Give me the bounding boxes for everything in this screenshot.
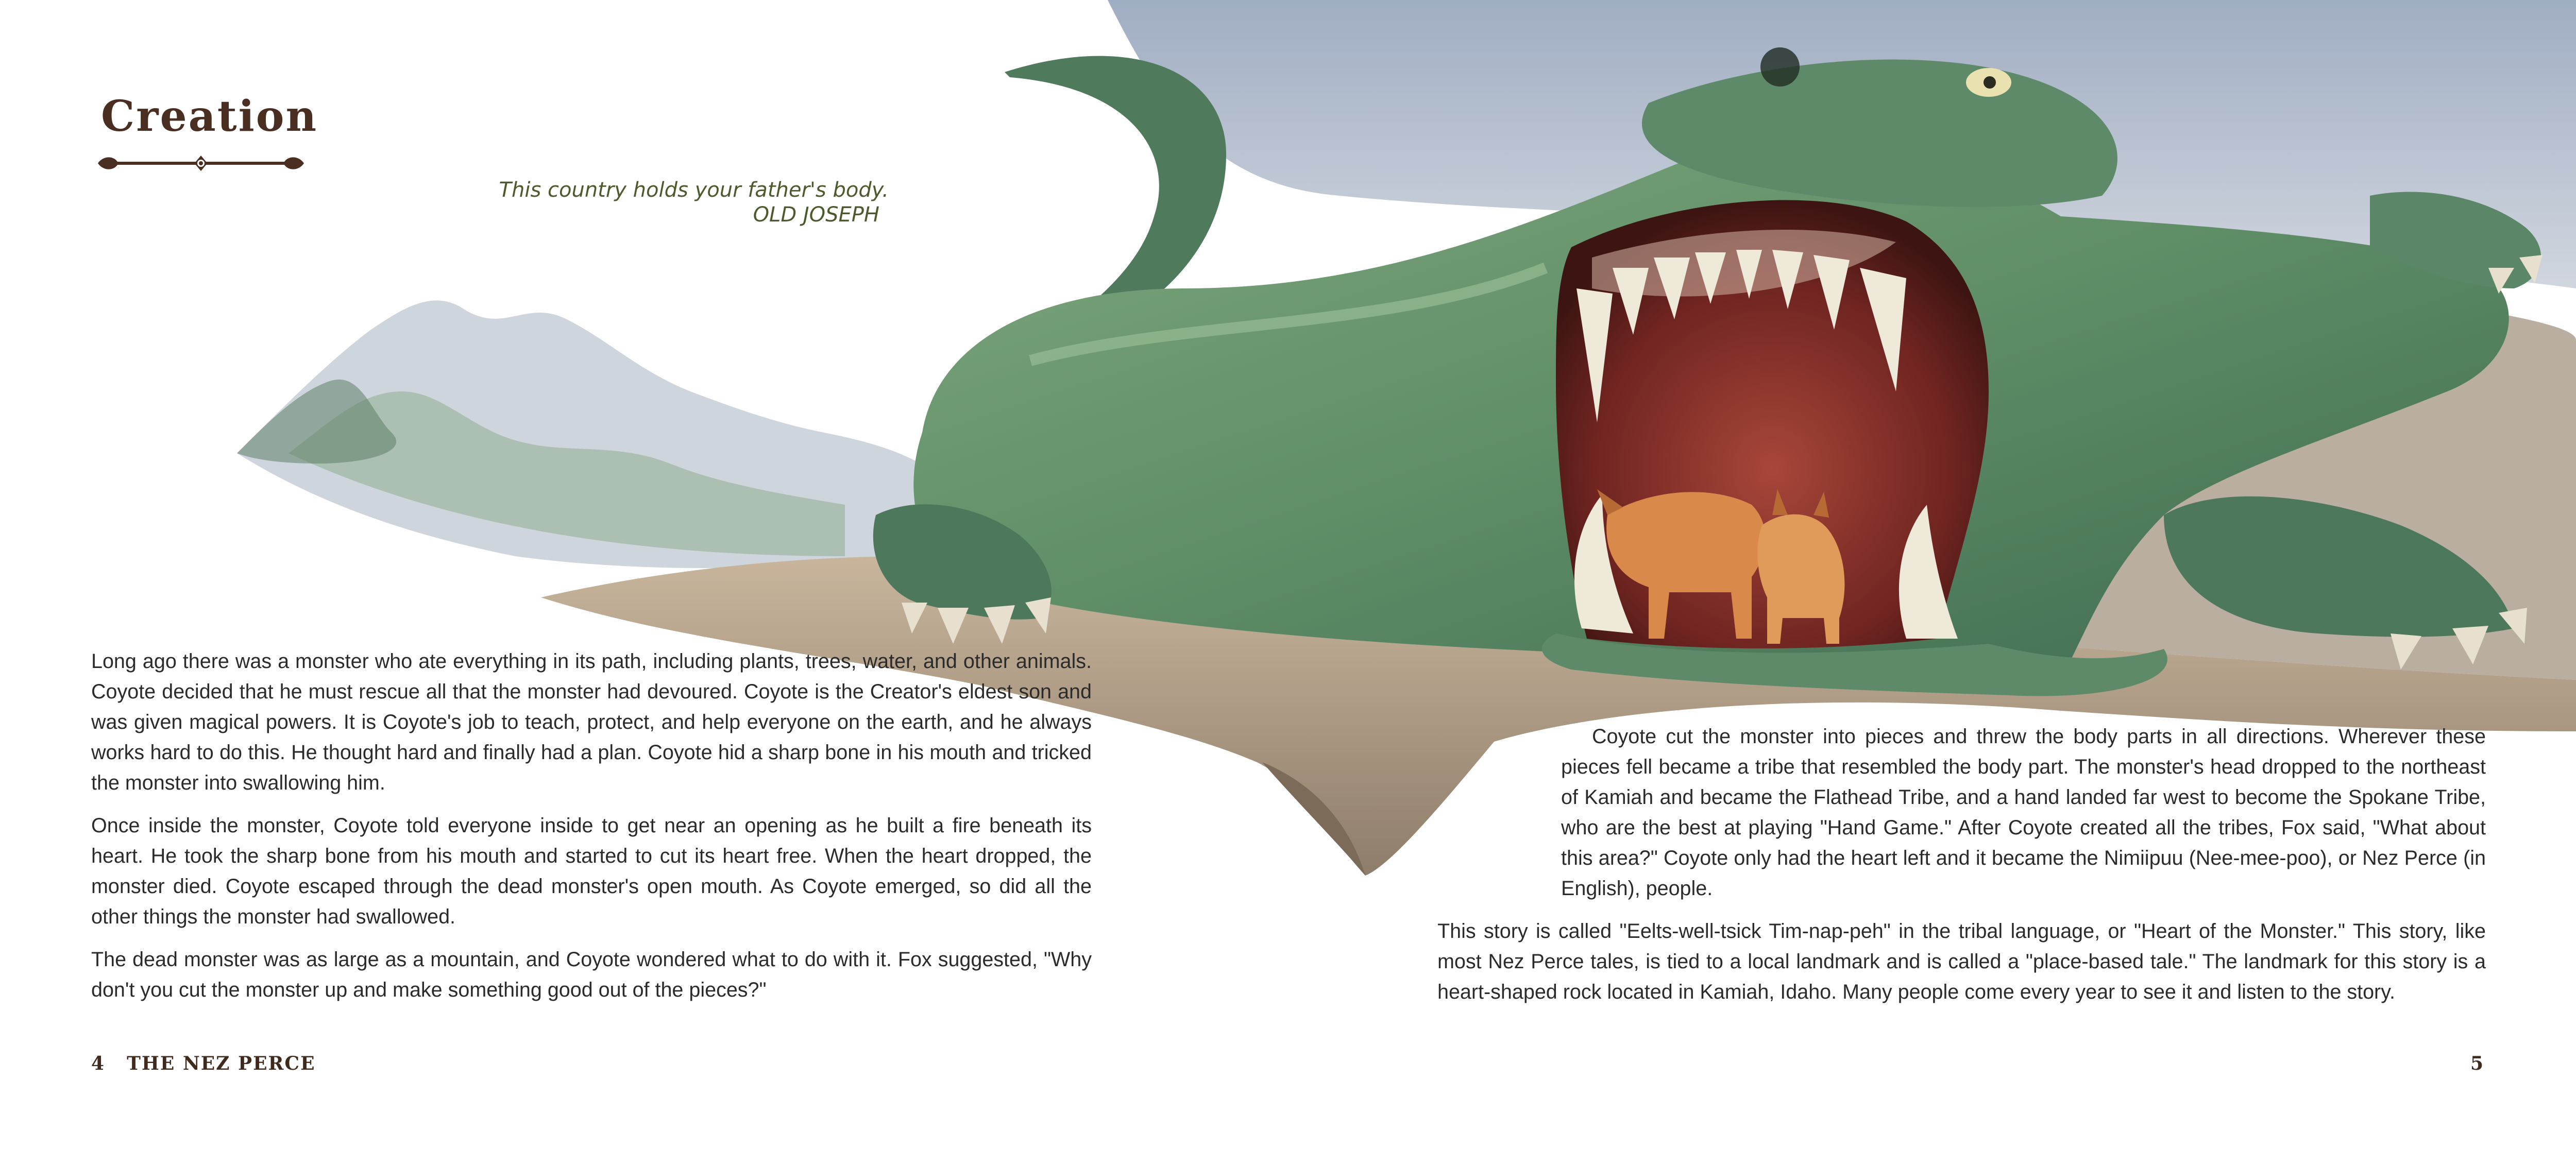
paragraph-4: Coyote cut the monster into pieces and threw the body parts in all directions. Wherever these pieces fell became a tribe that resembled the body part. The monster's head dropped to the northeast of Kamiah and became the Flathead Tribe, and a hand landed far west to become the Spokane Tribe, who are the best at playing "Hand Game." After Coyote created all the tribes, Fox said, "What about this area?" Coyote only had the heart left and it became the Nimiipuu (Nee-mee-poo), or Nez Perce (in English), people.: [1561, 725, 2486, 900]
left-page-number: 4: [91, 1053, 106, 1074]
title-ornament: [93, 151, 309, 175]
paragraph-3: The dead monster was as large as a mountain, and Coyote wondered what to do with it. Fox suggested, "Why don't you cut the monster up and make something good out of the pieces?": [91, 948, 1092, 1001]
paragraph-5: This story is called "Eelts-well-tsick Tim-nap-peh" in the tribal language, or "Heart of the Monster." This story, like most Nez Perce tales, is tied to a local landmark and is called a "place-based tale." The landmark for this story is a heart-shaped rock located in Kamiah, Idaho. Many people come every year to see it and listen to the story.: [1437, 920, 2486, 1003]
left-column-text: [91, 646, 1092, 1018]
paragraph-2: Once inside the monster, Coyote told everyone inside to get near an opening as he built a fire beneath its heart. He took the sharp bone from his mouth and started to cut its heart free. When the heart dropped, the monster died. Coyote escaped through the dead monster's open mouth. As Coyote emerged, so did all the other things the monster had swallowed.: [91, 814, 1092, 928]
running-title: THE NEZ PERCE: [127, 1053, 316, 1074]
right-page-number: 5: [2470, 1053, 2484, 1074]
chapter-title: Creation: [101, 92, 318, 141]
epigraph: [499, 178, 889, 227]
epigraph-quote: This country holds your father's body.: [499, 178, 889, 202]
epigraph-author: OLD JOSEPH: [753, 203, 879, 227]
paragraph-1: Long ago there was a monster who ate everything in its path, including plants, trees, water, and other animals. Coyote decided that he must rescue all that the monster had devoured. Coyote is the Creator's eldest son and was given magical powers. It is Coyote's job to teach, protect, and help everyone on the earth, and he always works hard to do this. He thought hard and finally had a plan. Coyote hid a sharp bone in his mouth and tricked the monster into swallowing him.: [91, 650, 1092, 794]
left-folio: [91, 1053, 316, 1074]
right-column-text: [1437, 722, 2486, 1020]
